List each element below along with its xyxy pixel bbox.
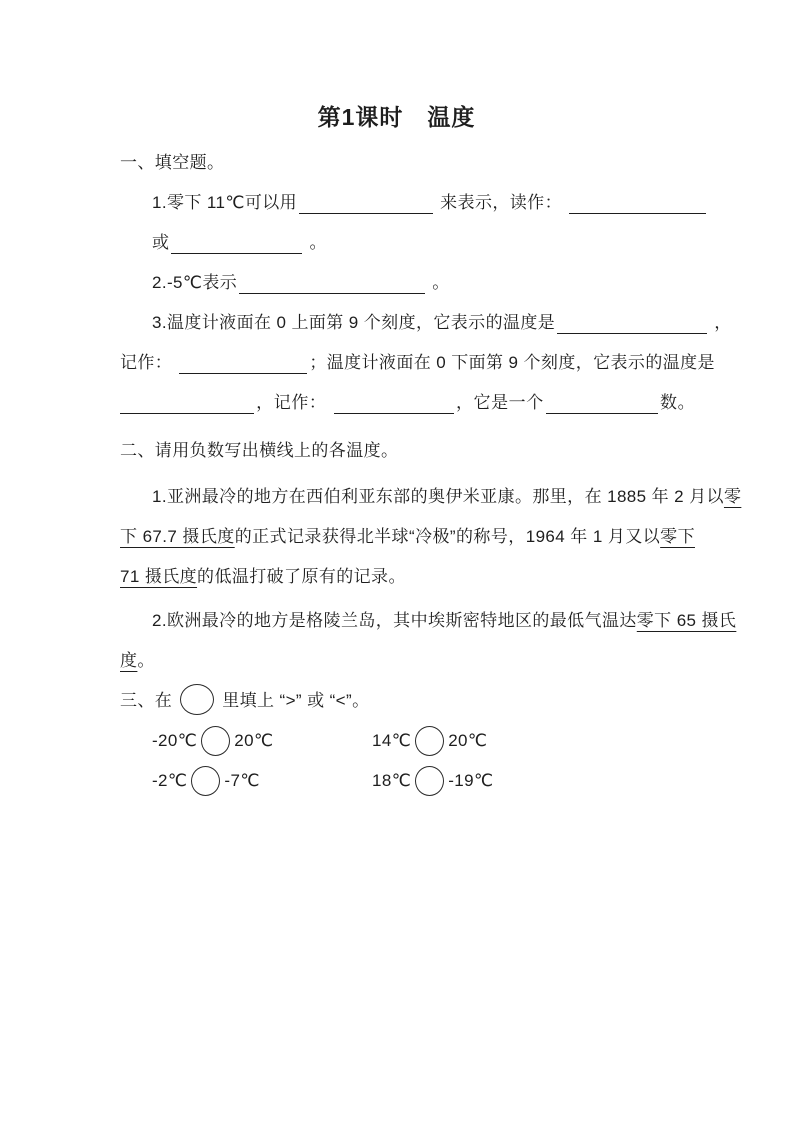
q1-blank-2 (569, 190, 706, 214)
asia-underline-1: 零 (723, 487, 742, 506)
asia-para-line3 (120, 557, 695, 597)
q1-text-1: 1.零下 11℃可以用 (152, 193, 298, 212)
q1-text-3: 或 (152, 233, 170, 252)
q3-blank-5 (546, 390, 658, 414)
q3-text-3: 记作： (120, 353, 178, 372)
section3-heading-post: 里填上 “>” 或 “<”。 (222, 691, 370, 710)
comparison-right-value: -19℃ (448, 771, 494, 790)
page-title: 第1课时 温度 (317, 104, 476, 130)
answer-circle (180, 684, 214, 715)
q3-blank-1 (557, 310, 707, 334)
q3-text-4: ；温度计液面在 0 下面第 9 个刻度，它表示的温度是 (309, 353, 715, 372)
q2-blank-1 (239, 270, 425, 294)
section-fill-blanks (120, 143, 732, 423)
q3-blank-2 (179, 350, 307, 374)
section-negative-temps (120, 431, 742, 681)
section3-heading (120, 681, 695, 721)
q2-line (120, 263, 695, 303)
q1-blank-3 (171, 230, 302, 254)
asia-text-2: 的正式记录获得北半球“冷极”的称号，1964 年 1 月又以 (234, 527, 661, 546)
europe-para-line2 (120, 641, 695, 681)
comparison-right-value: 20℃ (234, 731, 274, 750)
answer-circle (201, 726, 230, 756)
asia-para-line2 (120, 517, 695, 557)
q3-line1 (120, 303, 732, 343)
answer-circle (415, 726, 444, 756)
q1-line2 (120, 223, 695, 263)
comparison-item-4 (372, 766, 493, 796)
q3-text-5: ，记作： (256, 393, 332, 412)
q3-text-2: ， (709, 313, 732, 332)
q3-text-1: 3.温度计液面在 0 上面第 9 个刻度，它表示的温度是 (152, 313, 556, 332)
asia-text-1: 1.亚洲最冷的地方在西伯利亚东部的奥伊米亚康。那里，在 1885 年 2 月以 (152, 487, 724, 506)
q1-text-4: 。 (304, 233, 327, 252)
comparison-item-1 (152, 726, 372, 756)
q2-text-1: 2.-5℃表示 (152, 273, 238, 292)
section-compare (120, 681, 695, 801)
comparison-right-value: -7℃ (224, 771, 260, 790)
q3-blank-3 (120, 390, 254, 414)
answer-circle (415, 766, 444, 796)
section1-heading: 一、填空题。 (120, 153, 225, 172)
q3-text-6: ，它是一个 (455, 393, 544, 412)
section3-heading-pre: 三、在 (120, 691, 173, 710)
q1-line1 (120, 183, 695, 223)
q3-line3 (120, 383, 695, 423)
comparison-left-value: 18℃ (372, 771, 412, 790)
comparison-item-2 (372, 726, 487, 756)
q2-text-2: 。 (427, 273, 450, 292)
answer-circle (191, 766, 220, 796)
europe-underline-1: 零下 65 摄氏 (636, 611, 737, 630)
q3-blank-4 (334, 390, 454, 414)
comparison-left-value: -20℃ (152, 731, 198, 750)
europe-underline-2: 度 (120, 651, 138, 670)
comparison-row-2 (120, 761, 695, 801)
asia-underline-3: 零下 (660, 527, 695, 546)
europe-text-1: 2.欧洲最冷的地方是格陵兰岛，其中埃斯密特地区的最低气温达 (152, 611, 637, 630)
section2-heading: 二、请用负数写出横线上的各温度。 (120, 441, 399, 460)
q1-text-2: 来表示，读作： (435, 193, 568, 212)
asia-text-3: 的低温打破了原有的记录。 (197, 567, 406, 586)
asia-underline-2: 下 67.7 摄氏度 (120, 527, 235, 546)
comparison-item-3 (152, 766, 372, 796)
europe-text-2: 。 (137, 651, 155, 670)
comparison-left-value: 14℃ (372, 731, 412, 750)
q1-blank-1 (299, 190, 433, 214)
comparison-left-value: -2℃ (152, 771, 188, 790)
asia-para-line1 (120, 477, 742, 517)
comparison-right-value: 20℃ (448, 731, 488, 750)
asia-underline-4: 71 摄氏度 (120, 567, 198, 586)
europe-para-line1 (120, 601, 737, 641)
q3-text-7: 数。 (659, 393, 695, 412)
comparison-row-1 (120, 721, 695, 761)
q3-line2 (120, 343, 715, 383)
